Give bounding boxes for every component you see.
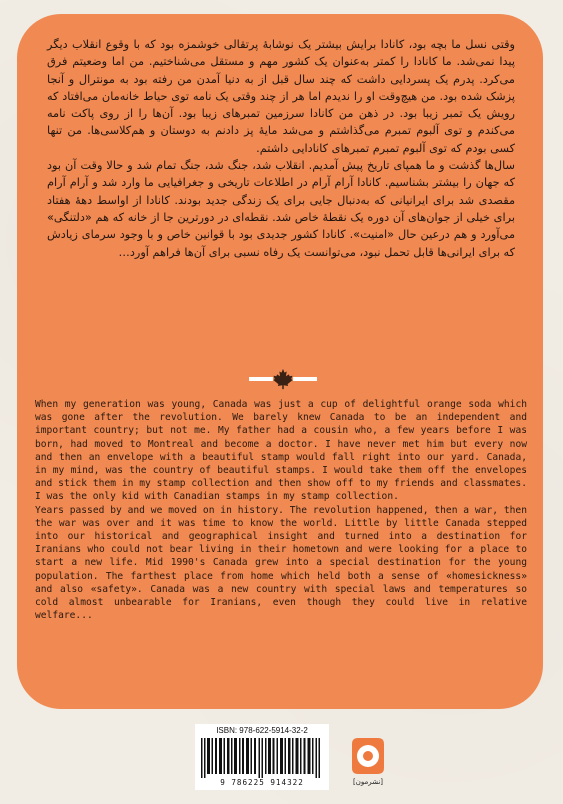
english-paragraph-2: Years passed by and we moved on in history. The revolution happened, then a war, then the war was over and it was time to know the world. Little by little Canada stepped into our historical and geographical insight and turned into a destination for Iranians who could not bear living in their hometown and were looking for a place to start a new life. Mid 1990's Canada grew into a special destination for the young population. The farthest place from home which held both a sense of «homesickness» and also «safety». Canada was a new country with special laws and temperatures so cold almost unbearable for Iranians, even though they could live in relative welfare... [35,504,527,622]
barcode-digits: 9 786225 914322 [220,778,304,787]
orange-text-panel [17,14,543,709]
publisher-logo [346,734,390,790]
persian-blurb: وقتی نسل ما بچه بود، کانادا برایش بیشتر یک نوشابهٔ پرتقالی خوشمزه بود که با وقوع انقلاب دیگر پیدا نمی‌شد. ما کانادا را کمتر به‌عنوان یک کشور مهم و مستقل می‌شناختیم. من اما وضعیتم فرق می‌کرد. پدرم یک پسردایی داشت که چند سال قبل از به دنیا آمدن من رفته بود به مونترال و آنجا پزشک شده بود. من هیچ‌وقت او را ندیدم اما هر از چند وقتی یک نامه توی حیاط خانه‌مان می‌افتاد که رویش یک تمبر زیبا بود. در ذهن من کانادا سرزمین تمبرهای زیبا بود. آن‌ها را از روی پاکت نامه می‌کندم و توی آلبوم تمبرم می‌گذاشتم و می‌شد مایهٔ پز دادنم به دوستان و هم‌کلاسی‌ها. من تنها کسی بودم که توی آلبوم تمبرم تمبرهای کانادایی داشتم. سال‌ها گذشت و ما همپای تاریخ پیش آمدیم. انقلاب شد، جنگ شد، جنگ تمام شد و حالا وقت آن بود که جهان را بیشتر بشناسیم. کانادا آرام آرام در اطلاعات تاریخی و جغرافیایی ما وارد شد و آرام آرام مقصدی شد برای ایرانیانی که به‌دنبال جایی برای یک زندگی جدید بودند. کانادا از اواسط دههٔ هفتاد برای خیلی از جوان‌های آن دوره یک نقطهٔ خاص شد. نقطه‌ای در دورترین جا از خانه که هم «دلتنگی» می‌آورد و هم درعین حال «امنیت». کانادا کشور جدیدی بود با قوانین خاص و با وجود سرمای زیادش که برای ایرانی‌ها قابل تحمل نبود، می‌توانست یک رفاه نسبی برای آن‌ها فراهم آورد… [47,38,515,259]
isbn-barcode [195,724,329,790]
isbn-label: ISBN: 978-622-5914-32-2 [216,726,308,735]
publisher-logo-icon [346,734,390,778]
english-paragraph-1: When my generation was young, Canada was just a cup of delightful orange soda which was gone after the revolution. We barely knew Canada to be an independent and important country; but not me. My father had a cousin who, a few years before I was born, had moved to Montreal and become a doctor. I have never met him but every now and then an envelope with a beautiful stamp would fall right into our yard. Canada, in my mind, was the country of beautiful stamps. I would take them off the envelopes and stick them in my stamp collection and then show off to my friends and classmates. I was the only kid with Canadian stamps in my stamp collection. [35,399,527,503]
maple-leaf-divider [249,368,317,390]
english-blurb [35,398,527,622]
maple-leaf-icon [272,368,294,390]
barcode-icon [201,738,323,778]
publisher-label: [نشرمون] [352,778,384,786]
